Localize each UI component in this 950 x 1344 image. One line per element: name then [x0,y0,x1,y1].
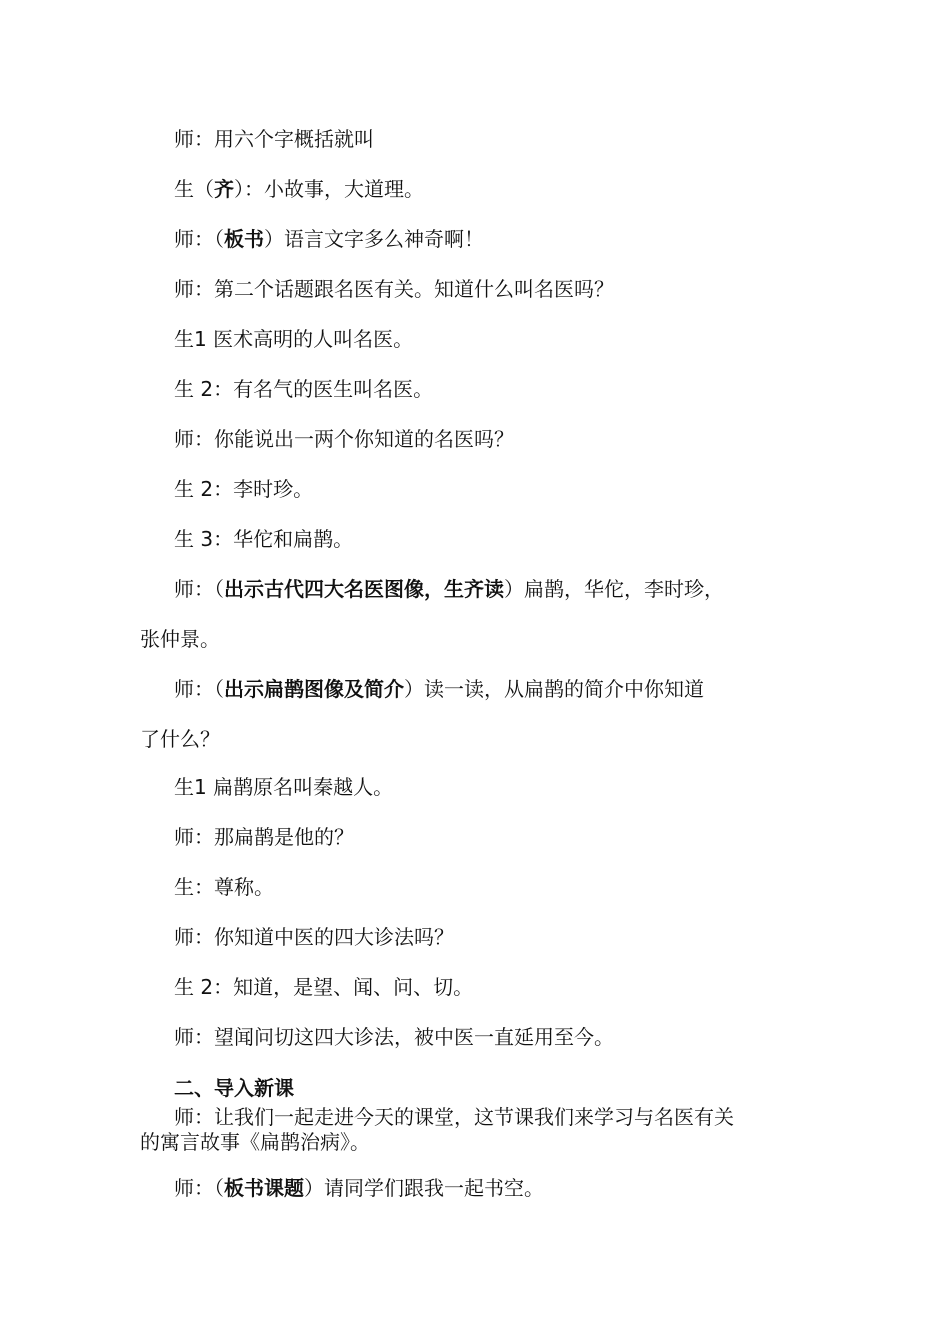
line-text: 望闻问切这四大诊法，被中医一直延用至今。 [214,1025,614,1049]
speaker: 师： [174,1176,214,1200]
dialogue-line [140,676,854,702]
speaker: 生 [174,327,194,351]
line-text: 读一读，从扁鹊的简介中你知道 [424,677,704,701]
dialogue-line-continuation [140,626,820,652]
dialogue-line [140,974,854,1000]
line-text: 了什么？ [140,727,220,751]
student-number: 1 [194,327,207,351]
note-close: ） [504,577,524,601]
speaker: 师： [174,825,214,849]
line-text: 你知道中医的四大诊法吗？ [214,925,454,949]
separator: ： [213,975,234,999]
note-open: （ [214,577,224,601]
stage-note: 板书 [224,227,264,251]
line-text: 你能说出一两个你知道的名医吗？ [214,427,514,451]
stage-note: 出示扁鹊图像及简介 [224,677,404,701]
dialogue-line [140,576,854,602]
student-number: 2 [200,975,214,999]
line-text: 小故事，大道理。 [264,177,424,201]
speaker: 生： [174,875,214,899]
paragraph-line [140,1105,854,1130]
dialogue-line [140,1024,854,1050]
line-text: 知道，是望、闻、问、切。 [233,975,474,999]
dialogue-line [140,176,854,202]
dialogue-line [140,226,854,252]
speaker: 师： [174,227,214,251]
line-text: 医术高明的人叫名医。 [213,327,414,351]
note-open: （ [214,677,224,701]
student-number: 2 [200,377,214,401]
speaker: 师： [174,127,214,151]
stage-note: 齐 [214,177,234,201]
speaker: 生 [174,527,194,551]
dialogue-line [140,824,854,850]
note-close: ） [264,227,284,251]
speaker: 师： [174,577,214,601]
line-text: 第二个话题跟名医有关。知道什么叫名医吗？ [214,277,614,301]
line-text: 让我们一起走进今天的课堂，这节课我们来学习与名医有关 [214,1105,734,1129]
speaker: 生 [174,975,194,999]
dialogue-line [140,276,854,302]
speaker: 师： [174,277,214,301]
line-text: 张仲景。 [140,627,220,651]
speaker: 师： [174,1025,214,1049]
dialogue-line [140,376,854,402]
speaker: 生 [174,377,194,401]
speaker: 生 [174,477,194,501]
student-number: 1 [194,775,207,799]
student-number: 3 [200,527,214,551]
line-text: 华佗和扁鹊。 [233,527,354,551]
dialogue-line [140,1175,854,1201]
paragraph-line-continuation [140,1130,820,1155]
speaker: 师： [174,925,214,949]
line-text: 的寓言故事《扁鹊治病》。 [140,1130,370,1154]
separator: ： [213,477,234,501]
separator: ： [213,527,234,551]
dialogue-line [140,476,854,502]
note-open: （ [214,1176,224,1200]
student-number: 2 [200,477,214,501]
dialogue-line-continuation [140,726,820,752]
speaker: 生 [174,177,194,201]
note-close: ） [234,177,244,201]
line-text: 有名气的医生叫名医。 [233,377,434,401]
separator: ： [244,177,264,201]
speaker: 生 [174,775,194,799]
dialogue-line [140,774,854,800]
line-text: 语言文字多么神奇啊！ [284,227,484,251]
speaker: 师： [174,677,214,701]
dialogue-line [140,426,854,452]
note-open: （ [194,177,214,201]
line-text: 扁鹊原名叫秦越人。 [213,775,394,799]
note-open: （ [214,227,224,251]
section-heading: 二、导入新课 [174,1076,294,1100]
speaker: 师： [174,427,214,451]
line-text: 请同学们跟我一起书空。 [324,1176,544,1200]
line-text: 扁鹊，华佗，李时珍， [524,577,724,601]
line-text: 李时珍。 [233,477,314,501]
line-text: 用六个字概括就叫 [214,127,374,151]
separator: ： [213,377,234,401]
line-text: 尊称。 [214,875,274,899]
speaker: 师： [174,1105,214,1129]
dialogue-line [140,126,854,152]
note-close: ） [404,677,424,701]
dialogue-line [140,526,854,552]
dialogue-line [140,924,854,950]
stage-note: 出示古代四大名医图像，生齐读 [224,577,504,601]
note-close: ） [304,1176,324,1200]
dialogue-line [140,874,854,900]
dialogue-line [140,326,854,352]
line-text: 那扁鹊是他的？ [214,825,354,849]
stage-note: 板书课题 [224,1176,304,1200]
